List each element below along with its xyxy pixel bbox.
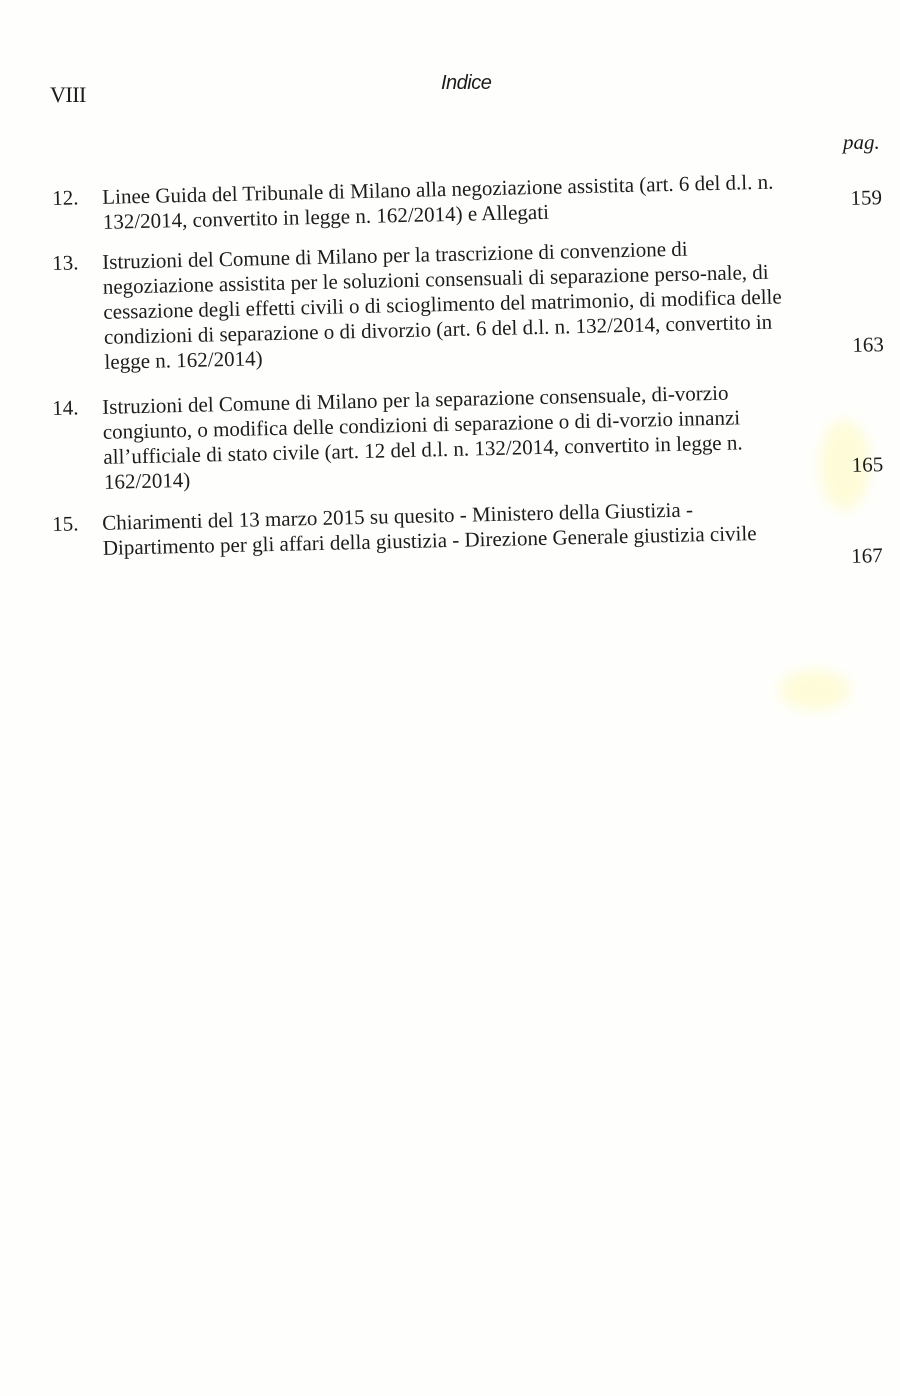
- toc-entry: [52, 233, 885, 376]
- page-column-label: pag.: [843, 130, 880, 154]
- entry-number: 13.: [52, 250, 79, 275]
- entry-page: 167: [850, 543, 883, 568]
- toc-entry: [52, 494, 883, 568]
- entry-title: Linee Guida del Tribunale di Milano alla negoziazione assistita (art. 6 del d.l. n. 132/2014, convertito in legge n. 162/2014) e Allegati: [101, 169, 774, 234]
- running-head: Indice: [441, 72, 492, 94]
- entry-number: 12.: [52, 185, 79, 210]
- entry-page: 159: [850, 185, 883, 210]
- entry-page: 163: [852, 332, 885, 357]
- entry-title: Chiarimenti del 13 marzo 2015 su quesito - Ministero della Giustizia - Dipartimento per gli affari della giustizia - Direzione Generale giustizia civile: [101, 497, 757, 560]
- entry-title: Istruzioni del Comune di Milano per la separazione consensuale, di-vorzio congiunto, o modifica delle condizioni di separazione o di di-vorzio innanzi all’ufficiale di stato civile (art. 12 del d.l. n. 132/2014, convertito in legge n. 162/2014): [101, 380, 743, 494]
- entry-number: 15.: [52, 511, 79, 536]
- entry-title: Istruzioni del Comune di Milano per la trascrizione di convenzione di negoziazione assistita per le soluzioni consensuali di separazione perso-nale, di cessazione degli effetti civili o di scioglimento del matrimonio, di modifica delle condizioni di separazione o di divorzio (art. 6 del d.l. n. 132/2014, convertito in legge n. 162/2014): [101, 236, 782, 374]
- toc-entry: [52, 168, 883, 236]
- page-number: VIII: [50, 82, 86, 107]
- highlighter-smudge: [780, 670, 850, 710]
- entry-number: 14.: [52, 395, 79, 420]
- toc-entry: [52, 378, 884, 496]
- entry-page: 165: [851, 452, 884, 477]
